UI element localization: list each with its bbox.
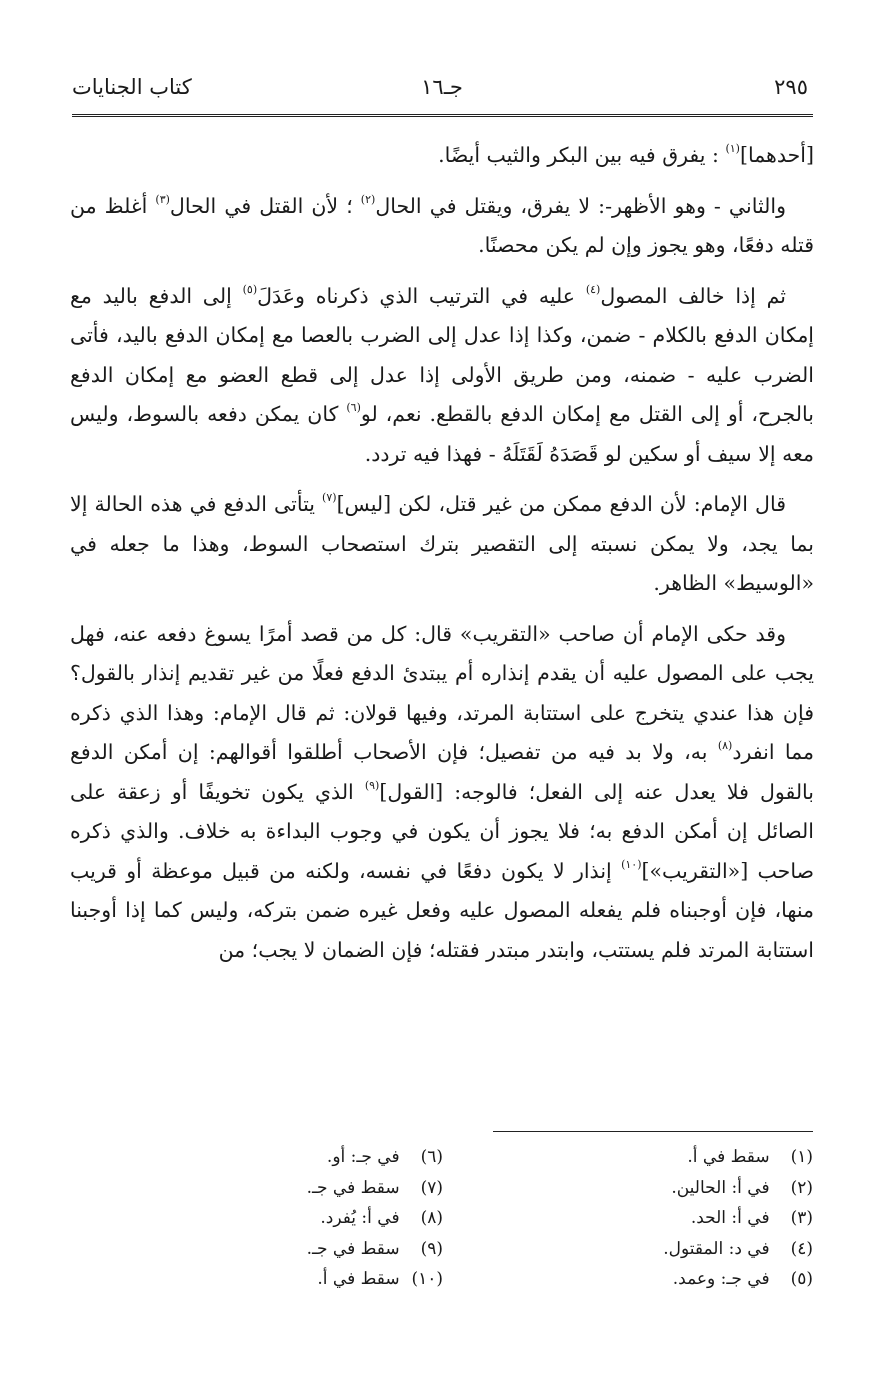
footnote-item — [563, 1234, 813, 1265]
footnote-item — [563, 1173, 813, 1204]
main-text — [70, 136, 814, 981]
footnotes-column-right — [563, 1142, 813, 1295]
paragraph-text: وقد حكى الإمام أن صاحب «التقريب» قال: كل من قصد أمرًا يسوغ دفعه عنه، فهل يجب على المصول عليه أن يقدم إنذاره أم يبتدئ الدفع فعلًا من غير تقديم إنذار بالقول؟ فإن هذا عندي يتخرج على استتابة المرتد، وفيها قولان: ثم قال الإمام: وهذا الذي ذكره مما انفرد — [70, 621, 814, 764]
footnote-number: (٢) — [790, 1177, 813, 1198]
footnote-divider — [493, 1131, 813, 1132]
paragraph-text: عليه في الترتيب الذي ذكرناه وعَدَلَ — [257, 283, 586, 308]
paragraph-text: إنذار لا يكون دفعًا في نفسه، ولكنه من قبيل موعظة أو قريب منها، فإن أوجبناه فلم يفعله المصول عليه وفعل غيره ضمن بتركه، وليس كما إذا أوجبنا استتابة المرتد فلم يستتب، وابتدر مبتدر فقتله؛ فإن الضمان لا يجب؛ من — [70, 858, 814, 962]
footnote-item — [563, 1203, 813, 1234]
volume-label: جـ١٦ — [421, 75, 463, 99]
paragraph-text: الذي يكون تخويفًا أو زعقة على الصائل إن أمكن الدفع به؛ فلا يجوز أن يكون في وجوب البداءة به خلاف. والذي ذكره صاحب [«التقريب»] — [70, 779, 814, 883]
footnote-text: سقط في أ. — [317, 1269, 400, 1289]
footnote-text: في جـ: أو. — [326, 1147, 400, 1167]
paragraph-text: ثم إذا خالف المصول — [600, 283, 787, 308]
footnote-item — [193, 1264, 443, 1295]
footnote-marker: (١٠) — [621, 857, 642, 871]
paragraph — [70, 277, 814, 475]
footnote-marker: (٧) — [322, 491, 337, 505]
footnote-text: سقط في جـ. — [306, 1177, 400, 1198]
footnote-number: (٨) — [420, 1208, 443, 1228]
footnote-text: في أ: الحالين. — [671, 1177, 770, 1198]
footnote-marker: (٤) — [585, 282, 601, 296]
footnote-text: سقط في أ. — [687, 1147, 770, 1167]
footnote-marker: (٢) — [360, 192, 376, 206]
footnote-number: (١) — [790, 1147, 813, 1167]
footnote-text: في أ: يُفرد. — [320, 1208, 400, 1228]
paragraph-text: ؛ لأن القتل في الحال — [169, 193, 361, 218]
footnote-item — [193, 1234, 443, 1265]
paragraph-text: يتأتى الدفع في هذه الحالة إلا بما يجد، ولا يمكن نسبته إلى التقصير بترك استصحاب السوط، وهذا ما جعله في «الوسيط» الظاهر. — [70, 492, 814, 595]
paragraph — [70, 615, 814, 971]
footnote-item — [193, 1203, 443, 1234]
paragraph-text: والثاني - وهو الأظهر-: لا يفرق، ويقتل في الحال — [375, 193, 786, 218]
paragraph-text: [أحدهما] — [739, 143, 814, 167]
footnote-text: في أ: الحد. — [690, 1208, 770, 1228]
paragraph-text: كان يمكن دفعه بالسوط، وليس معه إلا سيف أو سكين لو قَصَدَهُ لَقَتَلَهُ - فهذا فيه تردد. — [70, 402, 814, 466]
paragraph-text: أغلظ من قتله دفعًا، وهو يجوز وإن لم يكن محصنًا. — [70, 193, 814, 257]
footnote-number: (٣) — [790, 1208, 813, 1228]
paragraph — [70, 485, 814, 604]
paragraph — [70, 187, 814, 266]
footnote-marker: (٩) — [364, 778, 380, 792]
footnote-text: في د: المقتول. — [663, 1238, 770, 1259]
footnote-number: (٤) — [790, 1238, 813, 1259]
footnotes-column-left — [193, 1142, 443, 1295]
footnote-text: في جـ: وعمد. — [672, 1269, 770, 1289]
footnote-marker: (٥) — [242, 282, 258, 296]
footnote-item — [563, 1264, 813, 1295]
footnote-number: (٥) — [790, 1269, 813, 1289]
header-divider — [72, 114, 813, 117]
footnote-marker: (٦) — [346, 401, 361, 415]
book-title: كتاب الجنايات — [72, 75, 192, 99]
paragraph-text: به، ولا بد فيه من تفصيل؛ فإن الأصحاب أطلقوا أقوالهم: إن أمكن الدفع بالقول فلا يعدل عنه إلى الفعل؛ فالوجه: [القول] — [70, 740, 815, 804]
footnote-text: سقط في جـ. — [306, 1238, 400, 1259]
footnote-number: (٦) — [420, 1147, 443, 1167]
running-header — [72, 72, 812, 108]
footnote-item — [563, 1142, 813, 1173]
footnote-item — [193, 1142, 443, 1173]
paragraph — [70, 136, 814, 176]
footnote-number: (٧) — [420, 1177, 443, 1198]
footnote-number: (١٠) — [411, 1269, 443, 1289]
paragraph-text: إلى الدفع باليد مع إمكان الدفع بالكلام - ضمن، وكذا إذا عدل إلى الضرب بالعصا مع إمكان الدفع باليد، فأتى الضرب عليه - ضمنه، ومن طريق الأولى إذا عدل إلى قطع العضو مع إمكان الدفع بالجرح، أو إلى القتل مع إمكان الدفع بالقطع. نعم، لو — [70, 283, 814, 426]
footnote-marker: (٣) — [155, 192, 170, 206]
paragraph-text: قال الإمام: لأن الدفع ممكن من غير قتل، لكن [ليس] — [336, 492, 786, 516]
page-number: ٢٩٥ — [774, 75, 808, 99]
footnote-marker: (١) — [725, 142, 740, 156]
footnote-item — [193, 1173, 443, 1204]
paragraph-text: : يفرق فيه بين البكر والثيب أيضًا. — [438, 143, 726, 167]
footnote-number: (٩) — [420, 1238, 443, 1259]
footnote-marker: (٨) — [717, 739, 733, 753]
